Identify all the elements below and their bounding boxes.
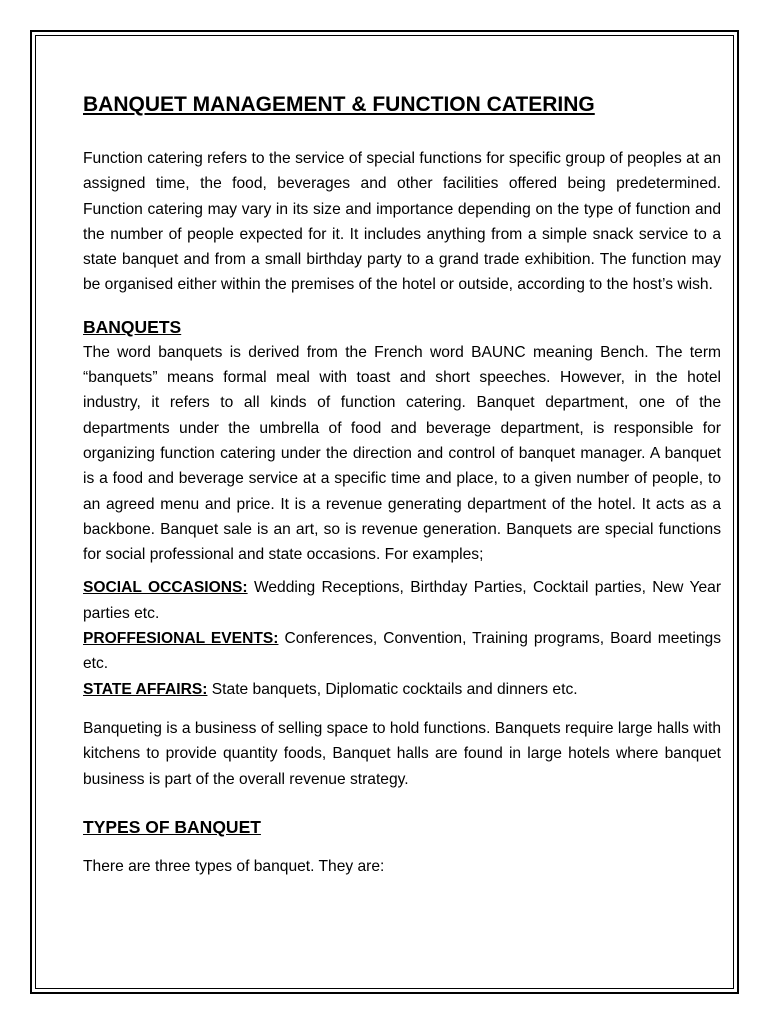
occasion-text: State banquets, Diplomatic cocktails and dinners etc. [207,680,578,698]
banquets-paragraph: The word banquets is derived from the French word BAUNC meaning Bench. The term “banquets” means formal meal with toast and short speeches. However, in the hotel industry, it refers to all kinds of function catering. Banquet department, one of the departments under the umbrella of food and beverage department, is responsible for organizing function catering under the direction and control of banquet manager. A banquet is a food and beverage service at a specific time and place, to a given number of people, to an agreed menu and price. It is a revenue generating department of the hotel. It acts as a backbone. Banquet sale is an art, so is revenue generation. Banquets are special functions for social professional and state occasions. For examples; [83,343,721,564]
occasion-text: Wedding Receptions, Birthday Parties, Cocktail parties, New Year parties etc. [83,579,722,622]
occasion-social [83,575,721,626]
occasion-professional [83,626,721,677]
occasion-label: PROFFESIONAL EVENTS: [83,630,279,648]
banquets-heading: BANQUETS [83,316,182,337]
banqueting-paragraph: Banqueting is a business of selling space to hold functions. Banquets require large halls with kitchens to provide quantity foods, Banquet halls are found in large hotels where banquet business is part of the overall revenue strategy. [83,719,722,788]
document-content [83,90,721,879]
occasion-label: SOCIAL OCCASIONS: [83,579,248,597]
types-paragraph: There are three types of banquet. They are: [83,857,385,875]
document-title: BANQUET MANAGEMENT & FUNCTION CATERING [83,93,595,116]
occasion-state [83,677,721,702]
occasion-text: Conferences, Convention, Training programs, Board meetings etc. [83,630,721,673]
occasion-label: STATE AFFAIRS: [83,680,208,698]
types-heading: TYPES OF BANQUET [83,816,261,837]
intro-paragraph: Function catering refers to the service of special functions for specific group of peoples at an assigned time, the food, beverages and other facilities offered being predetermined. Function catering may vary in its size and importance depending on the type of function and the number of people expected for it. It includes anything from a simple snack service to a state banquet and from a small birthday party to a grand trade exhibition. The function may be organised either within the premises of the hotel or outside, according to the host’s wish. [83,150,721,294]
